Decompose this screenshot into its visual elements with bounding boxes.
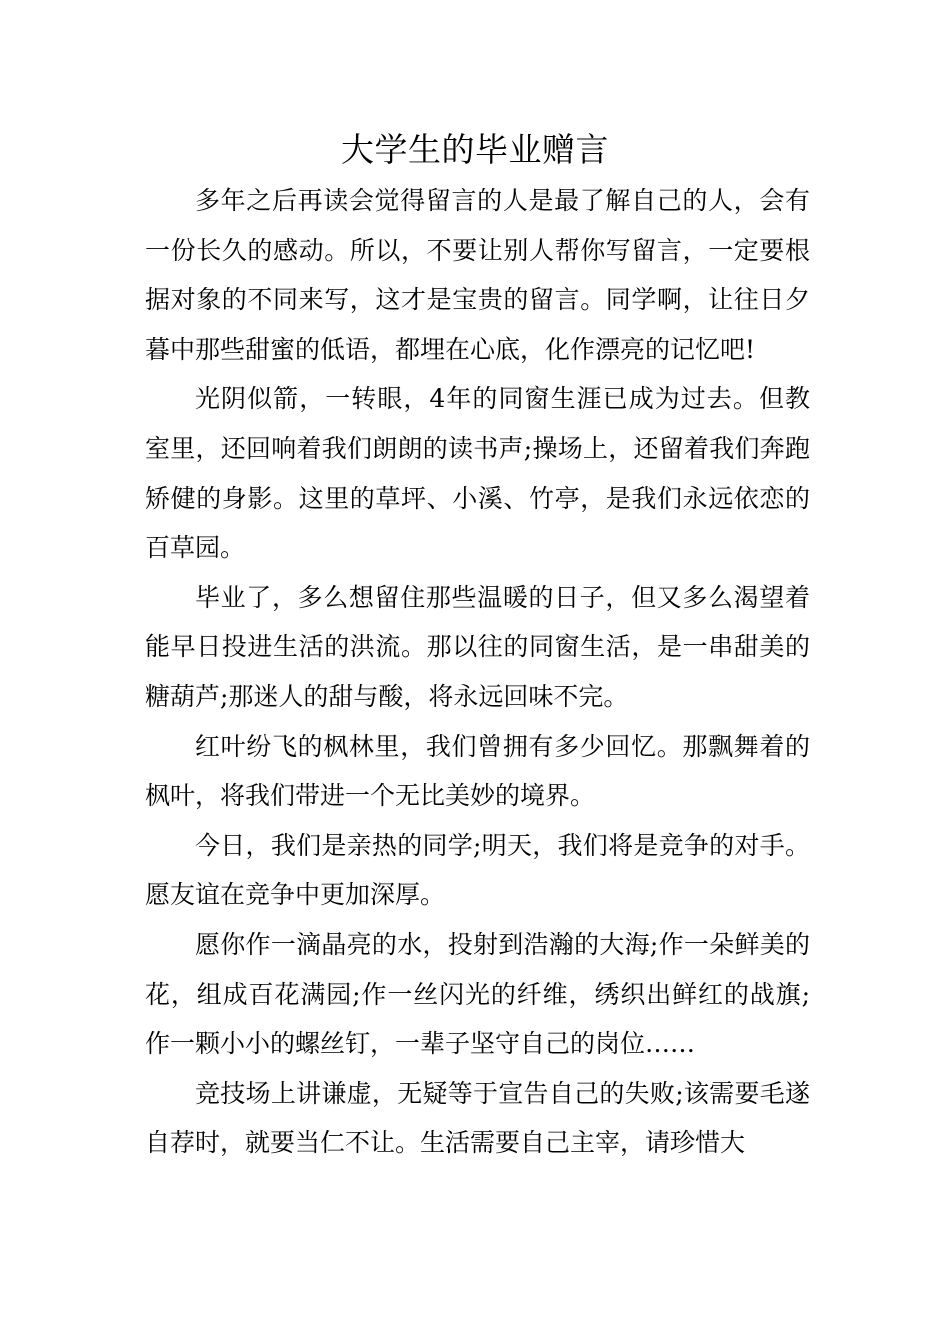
paragraph: 多年之后再读会觉得留言的人是最了解自己的人，会有一份长久的感动。所以，不要让别人帮你写留言，一定要根据对象的不同来写，这才是宝贵的留言。同学啊，让往日夕暮中那些甜蜜的低语，都埋在心底，化作漂亮的记忆吧! <box>145 186 810 364</box>
paragraph: 竞技场上讲谦虚，无疑等于宣告自己的失败;该需要毛遂自荐时，就要当仁不让。生活需要自己主宰，请珍惜大 <box>145 1078 810 1158</box>
paragraph: 愿你作一滴晶亮的水，投射到浩瀚的大海;作一朵鲜美的花，组成百花满园;作一丝闪光的纤维，绣织出鲜红的战旗;作一颗小小的螺丝钉，一辈子坚守自己的岗位…… <box>145 929 810 1059</box>
paragraph: 今日，我们是亲热的同学;明天，我们将是竞争的对手。愿友谊在竞争中更加深厚。 <box>145 830 810 910</box>
paragraph: 毕业了，多么想留住那些温暖的日子，但又多么渴望着能早日投进生活的洪流。那以往的同窗生活，是一串甜美的糖葫芦;那迷人的甜与酸，将永远回味不完。 <box>145 582 810 711</box>
document-body <box>145 176 810 1168</box>
document-title: 大学生的毕业赠言 <box>341 130 609 169</box>
paragraph: 红叶纷飞的枫林里，我们曾拥有多少回忆。那飘舞着的枫叶，将我们带进一个无比美妙的境界。 <box>145 731 810 811</box>
paragraph: 光阴似箭，一转眼，4年的同窗生涯已成为过去。但教室里，还回响着我们朗朗的读书声;操场上，还留着我们奔跑矫健的身影。这里的草坪、小溪、竹亭，是我们永远依恋的百草园。 <box>145 384 810 563</box>
